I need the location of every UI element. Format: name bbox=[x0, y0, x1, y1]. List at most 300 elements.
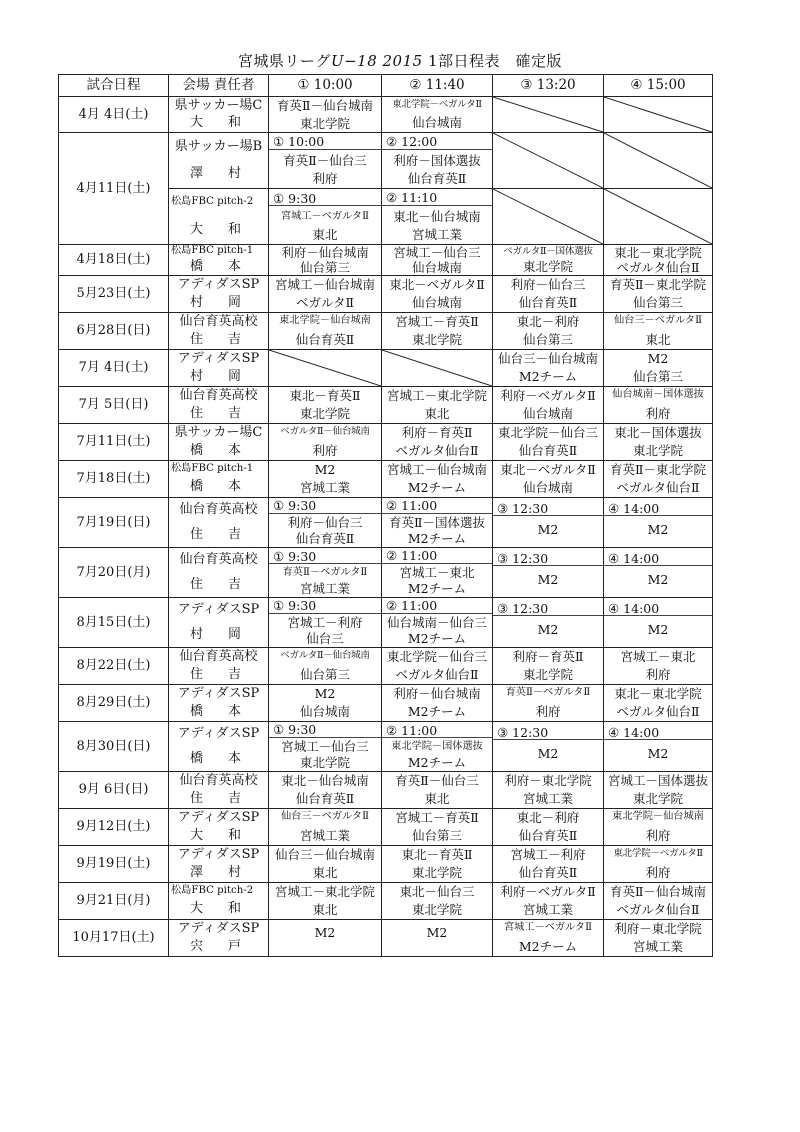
venue-label: 仙台育英高校 bbox=[179, 314, 258, 330]
fixture: M2 bbox=[314, 686, 336, 702]
fixture: 育英Ⅱ－仙台城南 bbox=[277, 98, 373, 114]
empty-slot bbox=[492, 96, 604, 133]
referee-team: 東北学院 bbox=[411, 865, 462, 881]
match-cell bbox=[268, 188, 382, 245]
match-cell bbox=[268, 919, 382, 957]
match-cell bbox=[381, 882, 493, 920]
fixture: M2 bbox=[314, 924, 336, 940]
referee-team: M2チーム bbox=[407, 704, 467, 720]
fixture: M2 bbox=[647, 622, 669, 637]
date-cell bbox=[58, 647, 169, 685]
referee-team: M2チーム bbox=[518, 369, 578, 385]
match-cell bbox=[268, 312, 382, 350]
match-cell bbox=[603, 721, 713, 772]
referee-team: 宮城工業 bbox=[411, 227, 462, 243]
fixture: 東北学院－仙台三 bbox=[386, 649, 487, 665]
match-cell bbox=[268, 845, 382, 883]
match-cell bbox=[381, 423, 493, 461]
fixture: 利府－東北学院 bbox=[614, 921, 702, 937]
manager-label: 橋 本 bbox=[189, 750, 247, 766]
match-cell bbox=[381, 188, 493, 245]
fixture: ベガルタⅡ－国体選抜 bbox=[503, 245, 593, 257]
header-label: 会場 責任者 bbox=[182, 77, 255, 94]
fixture: 宮城工－仙台三 bbox=[281, 739, 369, 755]
match-cell bbox=[603, 808, 713, 846]
venue-label: アディダスSP bbox=[177, 277, 260, 293]
venue-cell bbox=[168, 132, 269, 189]
date-label: 7月11日(土) bbox=[76, 434, 151, 450]
fixture: M2 bbox=[647, 746, 669, 761]
venue-cell bbox=[168, 882, 269, 920]
referee-team: 利府 bbox=[645, 864, 671, 880]
fixture: 東北－東北学院 bbox=[614, 686, 702, 702]
referee-team: 利府 bbox=[312, 442, 338, 458]
match-cell bbox=[492, 312, 604, 350]
page-title: 宮城県リーグU−18 2015 1部日程表 確定版 bbox=[237, 52, 563, 70]
venue-cell bbox=[168, 497, 269, 548]
kickoff-time: ③ 12:30 bbox=[493, 726, 603, 740]
date-label: 5月23日(土) bbox=[76, 286, 151, 302]
kickoff-time: ③ 12:30 bbox=[493, 602, 603, 616]
referee-team: 仙台育英Ⅱ bbox=[518, 443, 578, 459]
venue-cell bbox=[168, 771, 269, 809]
manager-label: 住 吉 bbox=[189, 791, 247, 807]
fixture: 東北学院－仙台城南 bbox=[279, 315, 371, 327]
referee-team: 東北学院 bbox=[299, 755, 350, 771]
date-cell bbox=[58, 684, 169, 722]
referee-team: ベガルタ仙台Ⅱ bbox=[395, 667, 479, 683]
match-cell bbox=[492, 919, 604, 957]
date-cell bbox=[58, 547, 169, 598]
match-cell bbox=[268, 96, 382, 133]
manager-label: 住 吉 bbox=[189, 406, 247, 422]
date-label: 7月20日(月) bbox=[76, 564, 151, 580]
referee-team: 東北 bbox=[424, 791, 450, 807]
fixture: 東北－東北学院 bbox=[614, 244, 702, 260]
match-cell bbox=[268, 460, 382, 498]
match-cell bbox=[381, 275, 493, 313]
venue-cell bbox=[168, 460, 269, 498]
match-cell bbox=[492, 684, 604, 722]
fixture: 東北－仙台三 bbox=[399, 884, 475, 900]
fixture: 育英Ⅱ－ベガルタⅡ bbox=[505, 687, 591, 699]
venue-label: 県サッカー場B bbox=[174, 138, 263, 154]
manager-label: 大 和 bbox=[189, 221, 247, 237]
manager-label: 大 和 bbox=[189, 828, 247, 844]
kickoff-time: ① 10:00 bbox=[269, 135, 381, 149]
date-label: 7月 4日(土) bbox=[78, 360, 149, 376]
match-cell bbox=[381, 497, 493, 548]
referee-team: 仙台第三 bbox=[522, 332, 573, 348]
match-cell bbox=[492, 547, 604, 598]
fixture: 育英Ⅱ－国体選抜 bbox=[389, 515, 485, 531]
date-label: 9月12日(土) bbox=[76, 819, 151, 835]
fixture: M2 bbox=[537, 622, 559, 637]
kickoff-time: ④ 14:00 bbox=[604, 502, 712, 516]
date-label: 9月21日(月) bbox=[76, 893, 151, 909]
venue-cell bbox=[168, 312, 269, 350]
referee-team: 仙台城南 bbox=[299, 704, 350, 720]
fixture: M2 bbox=[647, 351, 669, 367]
venue-cell bbox=[168, 647, 269, 685]
fixture: 育英Ⅱ－ベガルタⅡ bbox=[282, 566, 368, 578]
fixture: 宮城工－東北 bbox=[399, 565, 475, 581]
match-cell bbox=[603, 386, 713, 424]
match-cell bbox=[492, 845, 604, 883]
venue-label: 松島FBC pitch-2 bbox=[171, 884, 254, 896]
referee-team: 仙台育英Ⅱ bbox=[295, 331, 355, 347]
referee-team: 仙台城南 bbox=[411, 259, 462, 275]
kickoff-time: ② 12:00 bbox=[382, 135, 492, 149]
match-cell bbox=[381, 244, 493, 276]
referee-team: 宮城工業 bbox=[299, 480, 350, 496]
referee-team: 仙台第三 bbox=[411, 828, 462, 844]
date-cell bbox=[58, 808, 169, 846]
venue-label: 松島FBC pitch-1 bbox=[171, 462, 254, 474]
date-cell bbox=[58, 244, 169, 276]
match-cell bbox=[492, 497, 604, 548]
fixture: 仙台城南－仙台三 bbox=[386, 615, 487, 631]
match-cell bbox=[268, 771, 382, 809]
kickoff-time: ① 9:30 bbox=[269, 550, 381, 564]
match-cell bbox=[268, 597, 382, 648]
match-cell bbox=[381, 721, 493, 772]
kickoff-time: ④ 14:00 bbox=[604, 726, 712, 740]
venue-cell bbox=[168, 919, 269, 957]
referee-team: M2チーム bbox=[407, 581, 467, 597]
fixture: M2 bbox=[537, 746, 559, 761]
venue-cell bbox=[168, 244, 269, 276]
match-cell bbox=[492, 647, 604, 685]
match-cell bbox=[603, 275, 713, 313]
fixture: 宮城工－ベガルタⅡ bbox=[503, 922, 592, 934]
header-label: ② 11:40 bbox=[409, 77, 465, 94]
referee-team: 利府 bbox=[535, 703, 561, 719]
manager-label: 住 吉 bbox=[189, 667, 247, 683]
referee-team: ベガルタ仙台Ⅱ bbox=[616, 704, 700, 720]
date-cell bbox=[58, 882, 169, 920]
referee-team: 東北学院 bbox=[411, 902, 462, 918]
fixture: 東北学院－ベガルタⅡ bbox=[392, 98, 482, 110]
kickoff-time: ④ 14:00 bbox=[604, 602, 712, 616]
referee-team: 東北 bbox=[312, 865, 338, 881]
fixture: 東北－仙台城南 bbox=[281, 773, 369, 789]
match-cell bbox=[492, 721, 604, 772]
referee-team: 宮城工業 bbox=[522, 791, 573, 807]
referee-team: 東北 bbox=[312, 227, 338, 242]
referee-team: 東北学院 bbox=[522, 667, 573, 683]
venue-cell bbox=[168, 96, 269, 133]
empty-slot bbox=[492, 188, 604, 245]
fixture: M2 bbox=[314, 462, 336, 478]
match-cell bbox=[603, 547, 713, 598]
header-label: 試合日程 bbox=[86, 77, 141, 94]
header-s2 bbox=[381, 74, 493, 97]
fixture: 仙台三－ベガルタⅡ bbox=[280, 811, 369, 823]
manager-label: 宍 戸 bbox=[189, 939, 247, 955]
match-cell bbox=[381, 919, 493, 957]
empty-slot bbox=[603, 188, 713, 245]
match-cell bbox=[381, 547, 493, 598]
match-cell bbox=[603, 244, 713, 276]
venue-label: アディダスSP bbox=[177, 351, 260, 367]
referee-team: 東北学院 bbox=[299, 406, 350, 422]
fixture: 宮城工－東北学院 bbox=[274, 884, 375, 900]
venue-label: 仙台育英高校 bbox=[179, 388, 258, 404]
referee-team: 仙台城南 bbox=[411, 114, 462, 130]
fixture: 利府－仙台三 bbox=[287, 515, 363, 531]
fixture: M2 bbox=[537, 522, 559, 537]
match-cell bbox=[492, 423, 604, 461]
venue-label: アディダスSP bbox=[177, 726, 260, 742]
referee-team: 仙台城南 bbox=[411, 295, 462, 311]
kickoff-time: ② 11:00 bbox=[382, 599, 492, 613]
venue-cell bbox=[168, 684, 269, 722]
venue-cell bbox=[168, 808, 269, 846]
fixture: 育英Ⅱ－東北学院 bbox=[610, 277, 706, 293]
match-cell bbox=[268, 808, 382, 846]
venue-cell bbox=[168, 597, 269, 648]
match-cell bbox=[381, 312, 493, 350]
referee-team: 利府 bbox=[645, 827, 671, 843]
date-label: 7月 5日(日) bbox=[78, 397, 149, 413]
referee-team: 仙台第三 bbox=[299, 666, 350, 682]
fixture: M2 bbox=[647, 522, 669, 537]
header-s4 bbox=[603, 74, 713, 97]
kickoff-time: ③ 12:30 bbox=[493, 502, 603, 516]
fixture: 利府－育英Ⅱ bbox=[401, 425, 473, 441]
fixture: 東北－利府 bbox=[516, 314, 580, 330]
manager-label: 橋 本 bbox=[189, 258, 247, 274]
date-cell bbox=[58, 275, 169, 313]
kickoff-time: ② 11:00 bbox=[382, 549, 492, 563]
match-cell bbox=[268, 647, 382, 685]
match-cell bbox=[492, 460, 604, 498]
venue-cell bbox=[168, 547, 269, 598]
referee-team: 宮城工業 bbox=[299, 581, 350, 596]
date-cell bbox=[58, 771, 169, 809]
fixture: 宮城工－利府 bbox=[510, 847, 586, 863]
referee-team: 仙台第三 bbox=[632, 295, 683, 311]
fixture: 東北－国体選抜 bbox=[614, 425, 702, 441]
header-venue bbox=[168, 74, 269, 97]
kickoff-time: ② 11:00 bbox=[382, 724, 492, 738]
venue-label: アディダスSP bbox=[177, 602, 260, 618]
match-cell bbox=[492, 771, 604, 809]
referee-team: ベガルタⅡ bbox=[296, 295, 354, 311]
venue-cell bbox=[168, 349, 269, 387]
kickoff-time: ① 9:30 bbox=[269, 499, 381, 513]
venue-label: 仙台育英高校 bbox=[179, 773, 258, 789]
match-cell bbox=[381, 808, 493, 846]
empty-slot bbox=[268, 349, 382, 387]
fixture: 宮城工－利府 bbox=[287, 615, 363, 631]
fixture: 宮城工－育英Ⅱ bbox=[395, 314, 479, 330]
header-s3 bbox=[492, 74, 604, 97]
date-label: 10月17日(土) bbox=[72, 930, 155, 946]
date-cell bbox=[58, 597, 169, 648]
fixture: 育英Ⅱ－東北学院 bbox=[610, 462, 706, 478]
manager-label: 橋 本 bbox=[189, 479, 247, 495]
manager-label: 住 吉 bbox=[189, 332, 247, 348]
referee-team: ベガルタ仙台Ⅱ bbox=[616, 902, 700, 918]
manager-label: 村 岡 bbox=[189, 369, 247, 385]
fixture: ベガルタⅡ－仙台城南 bbox=[280, 650, 370, 662]
referee-team: 仙台第三 bbox=[299, 259, 350, 275]
referee-team: ベガルタ仙台Ⅱ bbox=[616, 259, 700, 275]
referee-team: M2チーム bbox=[407, 755, 467, 770]
fixture: 利府－東北学院 bbox=[504, 773, 592, 789]
fixture: 利府－ベガルタⅡ bbox=[500, 388, 596, 404]
referee-team: 宮城工業 bbox=[632, 939, 683, 955]
match-cell bbox=[268, 386, 382, 424]
date-label: 4月 4日(土) bbox=[78, 106, 149, 122]
kickoff-time: ① 9:30 bbox=[269, 192, 381, 206]
fixture: 宮城工－東北学院 bbox=[386, 388, 487, 404]
referee-team: M2チーム bbox=[518, 938, 578, 954]
empty-slot bbox=[381, 349, 493, 387]
date-label: 8月15日(土) bbox=[76, 614, 151, 630]
referee-team: 利府 bbox=[645, 667, 671, 683]
header-label: ③ 13:20 bbox=[520, 77, 576, 94]
date-cell bbox=[58, 386, 169, 424]
manager-label: 村 岡 bbox=[189, 626, 247, 642]
kickoff-time: ④ 14:00 bbox=[604, 552, 712, 566]
fixture: M2 bbox=[647, 572, 669, 587]
match-cell bbox=[492, 882, 604, 920]
date-cell bbox=[58, 132, 169, 245]
date-cell bbox=[58, 460, 169, 498]
fixture: 宮城工－仙台城南 bbox=[386, 462, 487, 478]
venue-label: 松島FBC pitch-1 bbox=[171, 245, 254, 257]
match-cell bbox=[492, 349, 604, 387]
header-s1 bbox=[268, 74, 382, 97]
venue-cell bbox=[168, 423, 269, 461]
match-cell bbox=[492, 597, 604, 648]
date-label: 8月22日(土) bbox=[76, 658, 151, 674]
referee-team: M2チーム bbox=[407, 480, 467, 496]
match-cell bbox=[603, 423, 713, 461]
match-cell bbox=[268, 244, 382, 276]
fixture: 宮城工－仙台城南 bbox=[274, 277, 375, 293]
match-cell bbox=[603, 845, 713, 883]
fixture: M2 bbox=[537, 572, 559, 587]
match-cell bbox=[381, 386, 493, 424]
match-cell bbox=[492, 275, 604, 313]
date-cell bbox=[58, 96, 169, 133]
fixture: 利府－仙台三 bbox=[510, 277, 586, 293]
referee-team: 仙台第三 bbox=[632, 369, 683, 385]
manager-label: 住 吉 bbox=[189, 576, 247, 592]
referee-team: M2チーム bbox=[407, 531, 467, 547]
date-label: 9月 6日(日) bbox=[78, 782, 149, 798]
fixture: 利府－ベガルタⅡ bbox=[500, 884, 596, 900]
kickoff-time: ② 11:10 bbox=[382, 191, 492, 205]
venue-cell bbox=[168, 386, 269, 424]
venue-cell bbox=[168, 188, 269, 245]
fixture: 宮城工－ベガルタⅡ bbox=[280, 210, 369, 222]
referee-team: 仙台育英Ⅱ bbox=[407, 171, 467, 187]
match-cell bbox=[603, 684, 713, 722]
venue-label: 仙台育英高校 bbox=[179, 552, 258, 568]
header-label: ① 10:00 bbox=[297, 77, 353, 94]
fixture: 利府－国体選抜 bbox=[393, 153, 481, 169]
fixture: 宮城工－国体選抜 bbox=[607, 773, 708, 789]
date-label: 7月18日(土) bbox=[76, 471, 151, 487]
date-label: 8月29日(土) bbox=[76, 695, 151, 711]
fixture: 育英Ⅱ－仙台城南 bbox=[610, 884, 706, 900]
referee-team: 東北学院 bbox=[632, 443, 683, 459]
empty-slot bbox=[492, 132, 604, 189]
match-cell bbox=[381, 460, 493, 498]
fixture: 宮城工－育英Ⅱ bbox=[395, 810, 479, 826]
match-cell bbox=[603, 312, 713, 350]
kickoff-time: ① 9:30 bbox=[269, 723, 381, 737]
manager-label: 澤 村 bbox=[189, 865, 247, 881]
manager-label: 大 和 bbox=[189, 901, 247, 917]
venue-label: 県サッカー場C bbox=[174, 97, 263, 113]
venue-label: 仙台育英高校 bbox=[179, 649, 258, 665]
match-cell bbox=[603, 771, 713, 809]
match-cell bbox=[268, 275, 382, 313]
date-cell bbox=[58, 497, 169, 548]
fixture: 東北学院－仙台三 bbox=[497, 425, 598, 441]
header-date bbox=[58, 74, 169, 97]
fixture: ベガルタⅡ－仙台城南 bbox=[280, 426, 370, 438]
referee-team: 東北 bbox=[424, 406, 450, 422]
referee-team: 仙台三 bbox=[306, 631, 344, 647]
match-cell bbox=[268, 423, 382, 461]
venue-label: アディダスSP bbox=[177, 921, 260, 937]
date-cell bbox=[58, 721, 169, 772]
referee-team: ベガルタ仙台Ⅱ bbox=[616, 480, 700, 496]
manager-label: 住 吉 bbox=[189, 526, 247, 542]
venue-label: アディダスSP bbox=[177, 847, 260, 863]
venue-label: アディダスSP bbox=[177, 810, 260, 826]
referee-team: ベガルタ仙台Ⅱ bbox=[395, 443, 479, 459]
referee-team: 仙台育英Ⅱ bbox=[295, 531, 355, 547]
referee-team: 東北 bbox=[645, 331, 671, 347]
date-label: 4月18日(土) bbox=[76, 252, 151, 268]
kickoff-time: ① 9:30 bbox=[269, 599, 381, 613]
date-cell bbox=[58, 423, 169, 461]
referee-team: 東北学院 bbox=[299, 115, 350, 131]
referee-team: 東北 bbox=[312, 902, 338, 918]
fixture: 東北－ベガルタⅡ bbox=[500, 462, 596, 478]
fixture: 仙台三－仙台城南 bbox=[274, 847, 375, 863]
match-cell bbox=[603, 349, 713, 387]
header-label: ④ 15:00 bbox=[630, 77, 686, 94]
venue-cell bbox=[168, 721, 269, 772]
referee-team: 仙台城南 bbox=[522, 480, 573, 496]
match-cell bbox=[268, 721, 382, 772]
fixture: 利府－育英Ⅱ bbox=[512, 649, 584, 665]
match-cell bbox=[381, 597, 493, 648]
fixture: 東北－育英Ⅱ bbox=[289, 388, 361, 404]
date-label: 7月19日(日) bbox=[76, 514, 151, 530]
match-cell bbox=[268, 547, 382, 598]
referee-team: 東北学院 bbox=[632, 791, 683, 807]
referee-team: 仙台城南 bbox=[522, 406, 573, 422]
fixture: 東北－ベガルタⅡ bbox=[389, 277, 485, 293]
fixture: 東北－仙台城南 bbox=[393, 209, 481, 225]
manager-label: 澤 村 bbox=[189, 166, 247, 182]
manager-label: 村 岡 bbox=[189, 295, 247, 311]
fixture: 仙台三－仙台城南 bbox=[497, 351, 598, 367]
match-cell bbox=[603, 882, 713, 920]
manager-label: 橋 本 bbox=[189, 704, 247, 720]
match-cell bbox=[268, 497, 382, 548]
